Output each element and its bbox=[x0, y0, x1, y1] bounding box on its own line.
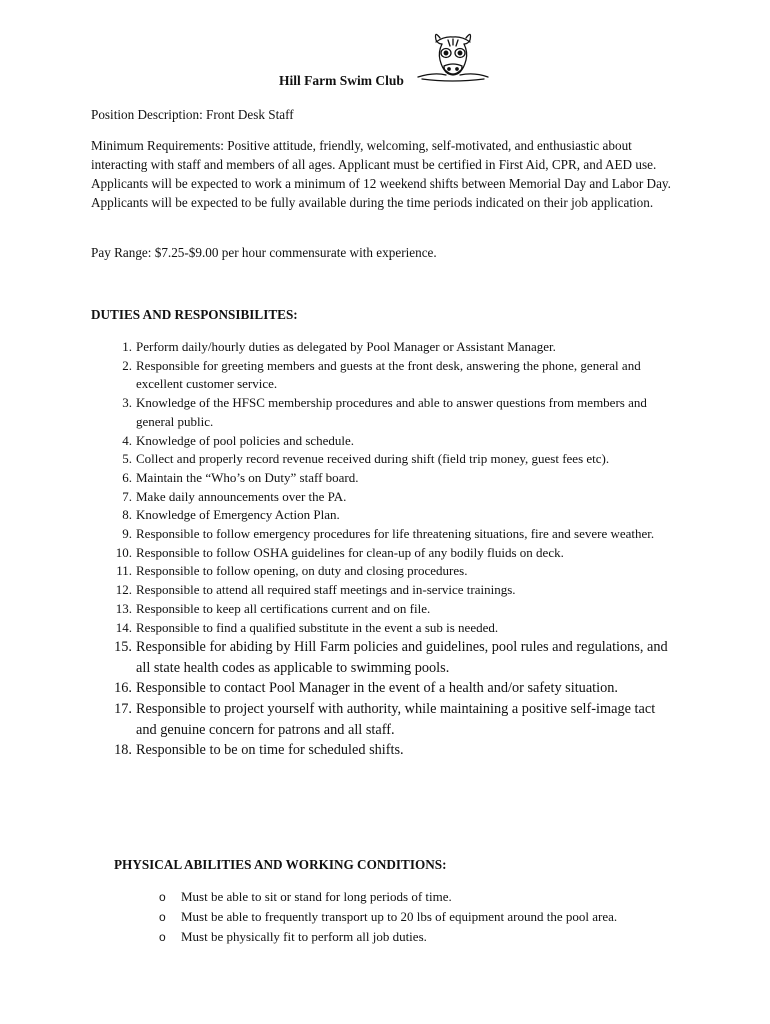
list-item: 2. Responsible for greeting members and guests at the front desk, answering the phone, general and excellent customer service. bbox=[122, 357, 641, 392]
physical-heading: PHYSICAL ABILITIES AND WORKING CONDITIONS: bbox=[114, 857, 447, 872]
bullet-icon: o bbox=[159, 910, 166, 924]
list-item: 12. Responsible to attend all required staff meetings and in-service trainings. bbox=[115, 582, 516, 598]
list-item: 9. Responsible to follow emergency procedures for life threatening situations, fire and severe weather. bbox=[122, 526, 655, 542]
bullet-icon: o bbox=[159, 930, 166, 944]
list-item: 14. Responsible to find a qualified substitute in the event a sub is needed. bbox=[115, 619, 499, 635]
list-item: o Must be able to frequently transport up to 20 lbs of equipment around the pool area. bbox=[0, 907, 770, 927]
list-item: 10. Responsible to follow OSHA guidelines for clean-up of any bodily fluids on deck. bbox=[115, 544, 564, 560]
list-item: o Must be physically fit to perform all job duties. bbox=[0, 927, 770, 947]
list-item: 4. Knowledge of pool policies and schedule. bbox=[122, 432, 355, 448]
pay-range: Pay Range: $7.25-$9.00 per hour commensurate with experience. bbox=[91, 245, 437, 260]
list-item: 3. Knowledge of the HFSC membership procedures and able to answer questions from members and general public. bbox=[122, 395, 647, 429]
position-description: Position Description: Front Desk Staff bbox=[91, 107, 294, 122]
list-item: 7. Make daily announcements over the PA. bbox=[122, 488, 347, 504]
physical-list bbox=[0, 887, 770, 947]
list-item: 5. Collect and properly record revenue received during shift (field trip money, guest fees etc). bbox=[122, 451, 610, 467]
cow-logo-icon bbox=[414, 28, 490, 84]
list-item: 13. Responsible to keep all certifications current and on file. bbox=[115, 600, 431, 616]
list-item: 15. Responsible for abiding by Hill Farm policies and guidelines, pool rules and regulations, and all state health codes as applicable to swimming pools. bbox=[114, 639, 668, 676]
list-item: 11. Responsible to follow opening, on duty and closing procedures. bbox=[116, 563, 468, 579]
list-item: 16. Responsible to contact Pool Manager in the event of a health and/or safety situation. bbox=[114, 680, 618, 697]
list-item: 1. Perform daily/hourly duties as delegated by Pool Manager or Assistant Manager. bbox=[122, 339, 556, 354]
bullet-icon: o bbox=[159, 890, 166, 904]
list-item: 6. Maintain the “Who’s on Duty” staff board. bbox=[122, 469, 359, 485]
list-item: 18. Responsible to be on time for scheduled shifts. bbox=[114, 742, 404, 759]
list-item: 17. Responsible to project yourself with authority, while maintaining a positive self-image tact and genuine concern for patrons and all staff. bbox=[114, 701, 656, 738]
minimum-requirements: Minimum Requirements: Positive attitude, friendly, welcoming, self-motivated, and enthusiastic about interacting with staff and members of all ages. Applicant must be certified in First Aid, CPR, and AED use. Applicants will be expected to work a minimum of 12 weekend shifts between Memorial Day and Labor Day. Applicants will be expected to be fully available during the time periods indicated on their job application. bbox=[91, 138, 671, 210]
duties-heading: DUTIES AND RESPONSIBILITES: bbox=[91, 307, 298, 322]
duties-list bbox=[0, 338, 770, 761]
list-item: 8. Knowledge of Emergency Action Plan. bbox=[122, 507, 340, 523]
list-item: o Must be able to sit or stand for long periods of time. bbox=[0, 887, 770, 907]
document-title: Hill Farm Swim Club bbox=[279, 73, 404, 88]
